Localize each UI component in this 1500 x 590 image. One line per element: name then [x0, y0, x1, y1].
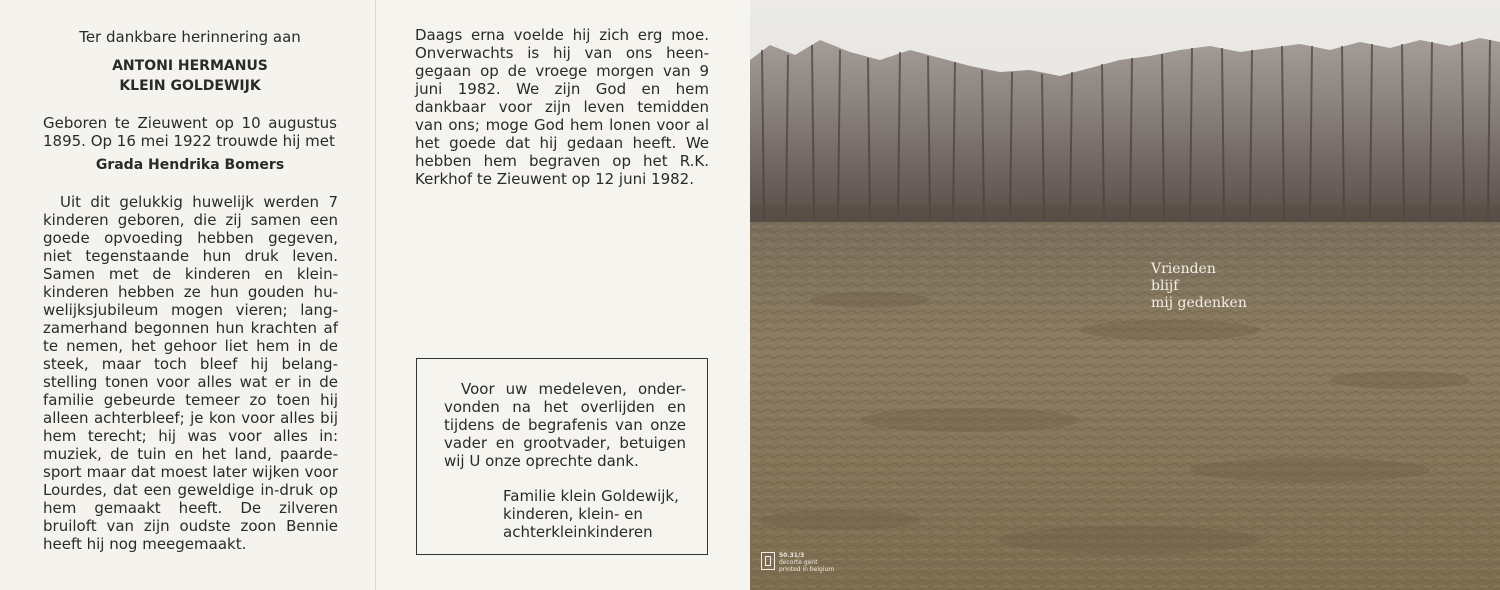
caption-line1: Vrienden [1151, 261, 1216, 277]
signature-line2: kinderen, klein- en [503, 505, 643, 523]
thanks-paragraph: Voor uw medeleven, onder-vonden na het overlijden en tijdens de begrafenis van onze vader en grootvader, betuigen wij U onze oprechte dank. [444, 380, 686, 470]
deceased-name-line1: ANTONI HERMANUS [112, 58, 268, 74]
intro-text: Ter dankbare herinnering aan [79, 28, 301, 46]
publisher-text [779, 552, 834, 573]
thanks-box [416, 358, 708, 555]
landscape-illustration [750, 0, 1500, 590]
publisher-mark [761, 552, 834, 573]
caption-line2: blijf [1151, 278, 1179, 294]
death-paragraph: Daags erna voelde hij zich erg moe. Onverwachts is hij van ons heen-gegaan op de vroege morgen van 9 juni 1982. We zijn God en hem dankbaar voor zijn leven temidden van ons; moge God hem lonen voor al het goede dat hij gedaan heeft. We hebben hem begraven op het R.K. Kerkhof te Zieuwent op 12 juni 1982. [415, 26, 709, 188]
publisher-name: decorte gent [779, 559, 818, 566]
signature-line1: Familie klein Goldewijk, [503, 487, 679, 505]
tree-line [750, 38, 1500, 225]
birth-paragraph: Geboren te Zieuwent op 10 augustus 1895. Op 16 mei 1922 trouwde hij met [43, 114, 337, 150]
spouse-name: Grada Hendrika Bomers [95, 157, 285, 173]
publisher-logo-icon [761, 552, 775, 570]
deceased-name-line2: KLEIN GOLDEWIJK [119, 78, 261, 94]
photo-caption [1151, 261, 1247, 312]
signature-line3: achterkleinkinderen [503, 523, 653, 541]
landscape-photo [750, 0, 1500, 590]
card-left-panel [0, 0, 376, 590]
caption-line3: mij gedenken [1151, 295, 1247, 311]
life-paragraph: Uit dit gelukkig huwelijk werden 7 kinderen geboren, die zij samen een goede opvoeding hebben gegeven, niet tegenstaande hun druk leven. Samen met de kinderen en klein-kinderen hebben ze hun gouden hu-welijksjubileum mogen vieren; lang-zamerhand begonnen hun krachten af te nemen, het gehoor liet hem in de steek, maar toch bleef hij belang-stelling tonen voor alles wat er in de familie gebeurde temeer zo toen hij alleen achterbleef; je kon voor alles bij hem terecht; hij was voor alles in: muziek, de tuin en het land, paarde-sport maar dat moest later wijken voor Lourdes, dat een geweldige in-druk op hem gemaakt heeft. De zilveren bruiloft van zijn oudste zoon Bennie heeft hij nog meegemaakt. [43, 193, 338, 553]
publisher-code: 50.31/3 [779, 552, 805, 559]
publisher-origin: printed in belgium [779, 566, 835, 573]
